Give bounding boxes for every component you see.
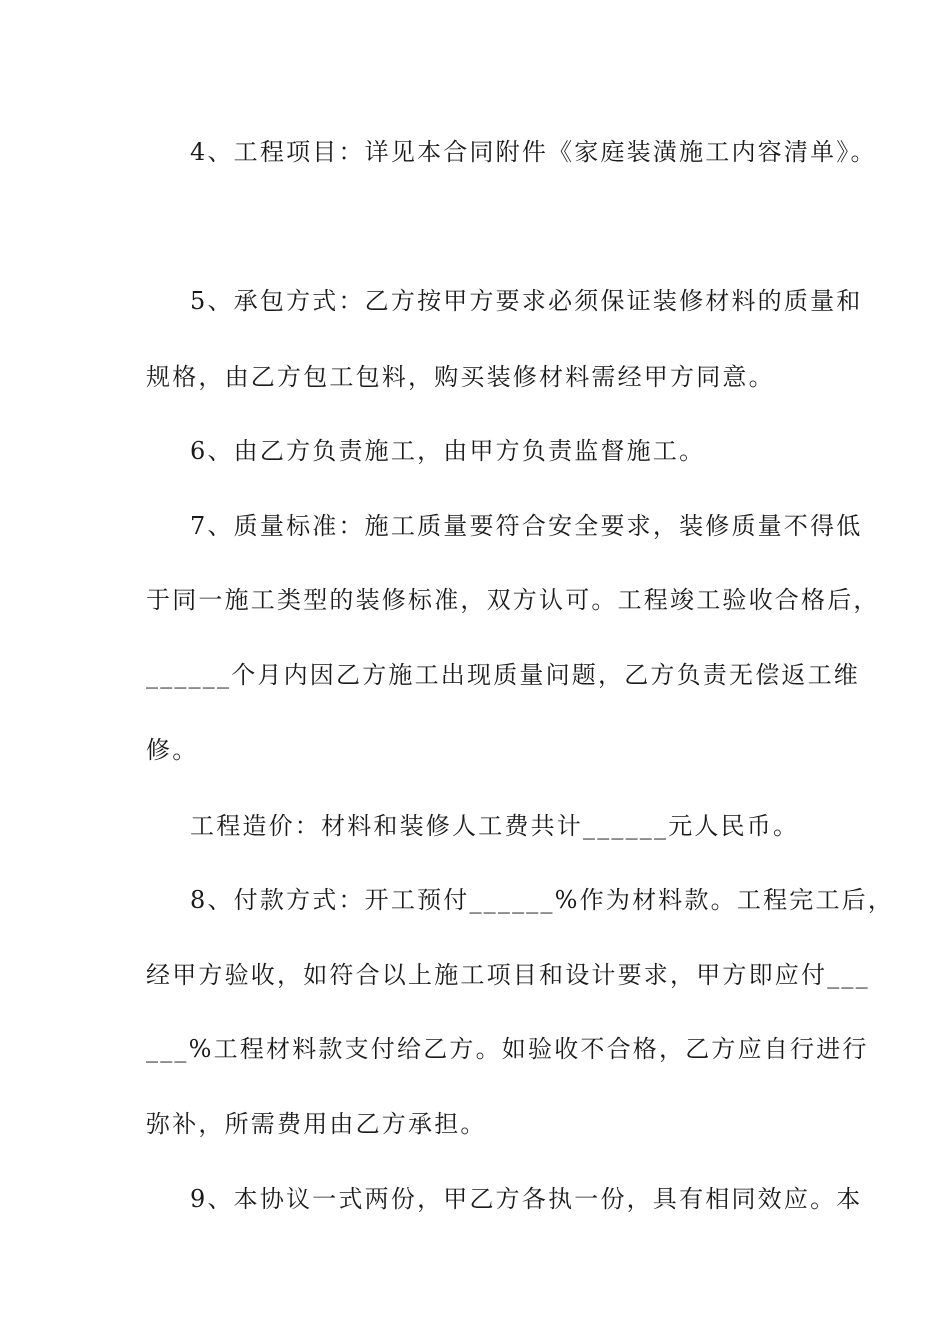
clause-5-line-2: 规格，由乙方包工包料，购买装修材料需经甲方同意。 [146,363,775,391]
clause-7-line-2: 于同一施工类型的装修标准，双方认可。工程竣工验收合格后， [146,586,880,614]
clause-8-line-3: ___%工程材料款支付给乙方。如验收不合格，乙方应自行进行 [146,1035,869,1063]
clause-8-line-4: 弥补，所需费用由乙方承担。 [146,1110,487,1138]
clause-7-line-3: ______个月内因乙方施工出现质量问题，乙方负责无偿返工维 [146,661,860,689]
clause-8-line-2: 经甲方验收，如符合以上施工项目和设计要求，甲方即应付___ [146,961,870,989]
project-cost-line: 工程造价：材料和装修人工费共计______元人民币。 [190,812,800,840]
clause-7-line-1: 7、质量标准：施工质量要符合安全要求，装修质量不得低 [190,512,863,540]
clause-9-line-1: 9、本协议一式两份，甲乙方各执一份，具有相同效应。本 [190,1185,863,1213]
clause-4-line-1: 4、工程项目：详见本合同附件《家庭装潢施工内容清单》。 [190,138,877,166]
clause-8-line-1: 8、付款方式：开工预付______%作为材料款。工程完工后， [190,886,895,914]
clause-7-line-4: 修。 [146,736,199,764]
clause-5-line-1: 5、承包方式：乙方按甲方要求必须保证装修材料的质量和 [190,287,863,315]
clause-6-line-1: 6、由乙方负责施工，由甲方负责监督施工。 [190,437,706,465]
